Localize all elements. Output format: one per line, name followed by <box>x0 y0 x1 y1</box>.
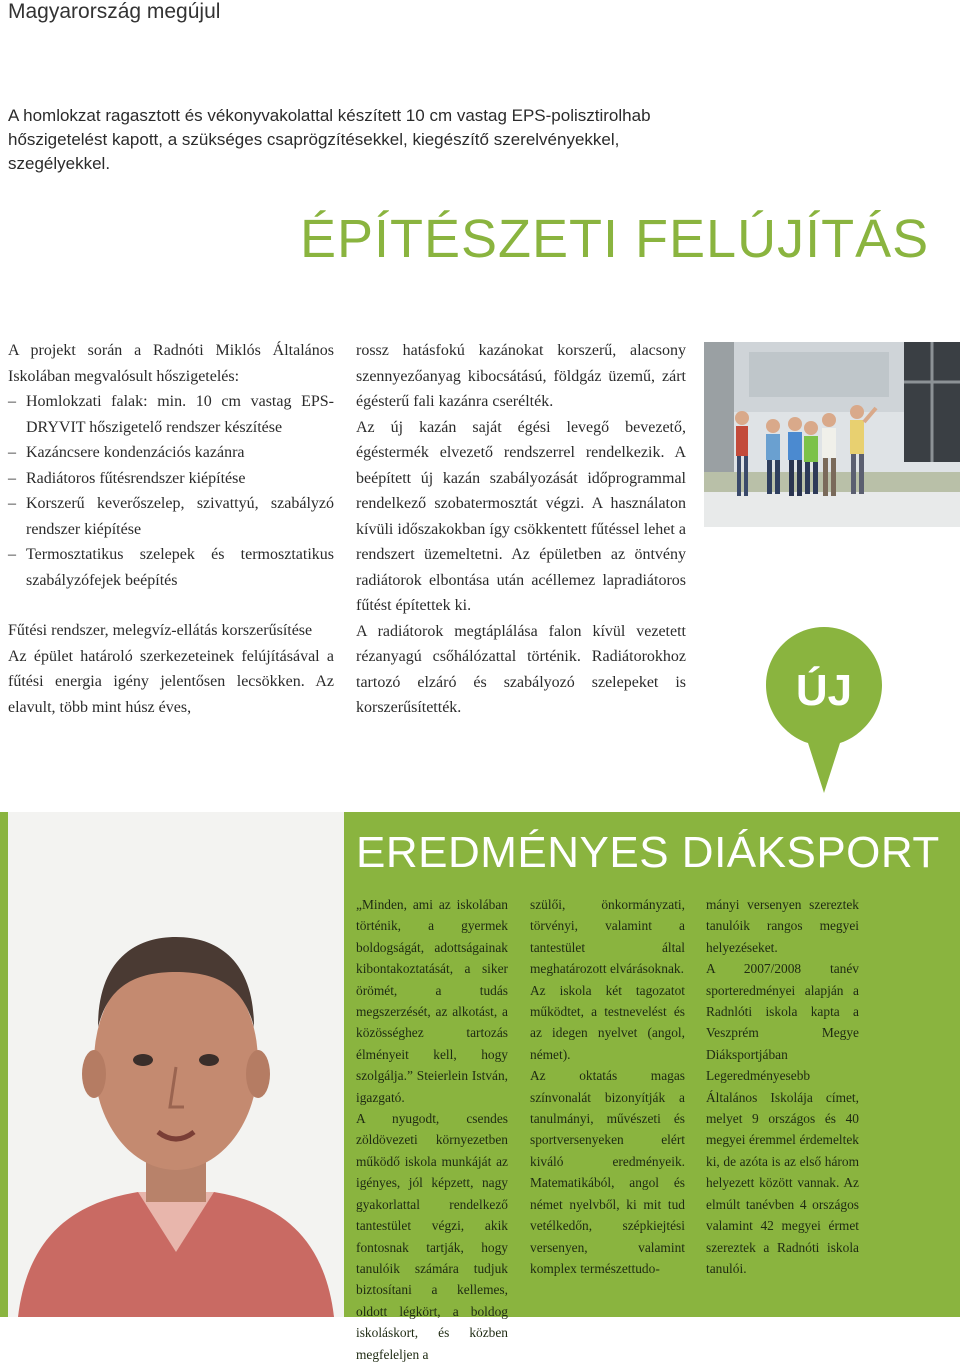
sport-section-title: EREDMÉNYES DIÁKSPORT <box>356 828 940 877</box>
expectations-paragraph: szülői, önkormányzati, törvényi, valamint a tantestület által meghatározott elvárásoknak. <box>530 897 685 977</box>
intro-paragraph: A homlokzat ragasztott és vékonyvakolattal készített 10 cm vastag EPS-polisztirolhab hőszigetelést kapott, a szükséges csaprögzítésekkel, kiegészítő szerelvényekkel, szegélyekkel. <box>8 106 651 173</box>
principal-portrait <box>8 812 344 1317</box>
heating-paragraph: Az épület határoló szerkezeteinek felújításával a fűtési energia igény jelentősen lecsökken. Az elavult, több mint húsz éves, <box>8 647 334 716</box>
heating-heading: Fűtési rendszer, melegvíz-ellátás korszerűsítése <box>8 622 313 639</box>
uj-badge-text: ÚJ <box>795 666 853 715</box>
middle-text-column <box>356 338 686 721</box>
principal-quote: „Minden, ami az iskolában történik, a gyermek boldogságát, adottságainak kibontakoztatását, a siker örömét, a tudás megszerzését, az alkotást, a közösséghez tartozás élményeit kell, hogy szolgálja.” Steierlein István, igazgató. <box>356 897 508 1105</box>
left-text-column <box>8 338 334 720</box>
sport-column-3 <box>706 894 859 1279</box>
list-item: – Homlokzati falak: min. 10 cm vastag EPS-DRYVIT hőszigetelő rendszer készítése <box>8 389 334 440</box>
list-item: – Radiátoros fűtésrendszer kiépítése <box>8 466 334 492</box>
sport-column-2 <box>530 894 685 1279</box>
award-paragraph: A 2007/2008 tanév sporteredményei alapján a Radnlóti iskola kapta a Veszprém Megye Diáksportjában Legeredményesebb Általános Iskolája címet, melyet 9 országos és 40 megyei éremmel érdemeltek ki, de azóta is az első három helyezett között vannak. Az elmúlt tanévben 4 országos valamint 42 megyei érmet szereztek a Radnóti iskola tanulói. <box>706 961 859 1276</box>
uj-badge <box>764 625 884 795</box>
section-title: ÉPÍTÉSZETI FELÚJÍTÁS <box>300 209 930 269</box>
boiler-paragraph: rossz hatásfokú kazánokat korszerű, alacsony szennyezőanyag kibocsátású, földgáz üzemű, zárt égésterű fali kazánra cserélték. <box>356 342 686 410</box>
list-item: – Kazáncsere kondenzációs kazánra <box>8 440 334 466</box>
list-item: – Termosztatikus szelepek és termosztatikus szabályzófejek beépítés <box>8 542 334 593</box>
running-title: Magyarország megújul <box>8 0 221 23</box>
county-results-paragraph: mányi versenyen szereztek tanulóik rangos megyei helyezéseket. <box>706 897 859 955</box>
children-photo-illustration <box>704 342 960 527</box>
new-boiler-paragraph: Az új kazán saját égési levegő bevezető, égéstermék elvezető rendszerrel rendelkezik. A beépített új kazán szabályozását időprogrammal rendelkező szobatermosztát végzi. A használaton kívüli időszakokban így csökkentett fűtéssel lehet a rendszert üzemeltetni. Az épületben az öntvény radiátorok elbontása után acéllemez lapradiátoros fűtést építettek ki. <box>356 418 686 614</box>
radiator-paragraph: A radiátorok megtáplálása falon kívül vezetett rézanyagú csőhálózattal történik. Radiátorokhoz tartozó elzáró és szabályozó szelepeket is korszerűsítették. <box>356 622 686 716</box>
school-paragraph: A nyugodt, csendes zöldövezeti környezetben működő iskola munkáját az igényes, jól képzett, nagy gyakorlattal rendelkező tantestület végzi, akik fontosnak tartják, hogy tanulóik számára tudjuk biztosítani a kellemes, oldott légkört, a boldog iskoláskort, és közben megfeleljen a <box>356 1111 508 1362</box>
principal-portrait-illustration <box>8 812 344 1317</box>
sport-column-1 <box>356 894 508 1365</box>
results-paragraph: Az oktatás magas színvonalát bizonyítják a tanulmányi, művészeti és sportversenyeken elért kiváló eredményeik. Matematikából, angol és német nyelvből, ki mit tud vetélkedőn, szépkiejtési versenyen, valamint komplex természettudo- <box>530 1068 685 1276</box>
map-pin-icon <box>764 625 884 795</box>
insulation-list <box>8 389 334 593</box>
list-item: – Korszerű keverőszelep, szivattyú, szabályzó rendszer kiépítése <box>8 491 334 542</box>
programs-paragraph: Az iskola két tagozatot működtet, a testnevelést és az idegen nyelvet (angol, német). <box>530 982 685 1062</box>
project-intro: A projekt során a Radnóti Miklós Általános Iskolában megvalósult hőszigetelés: <box>8 342 334 385</box>
children-photo <box>704 342 960 527</box>
